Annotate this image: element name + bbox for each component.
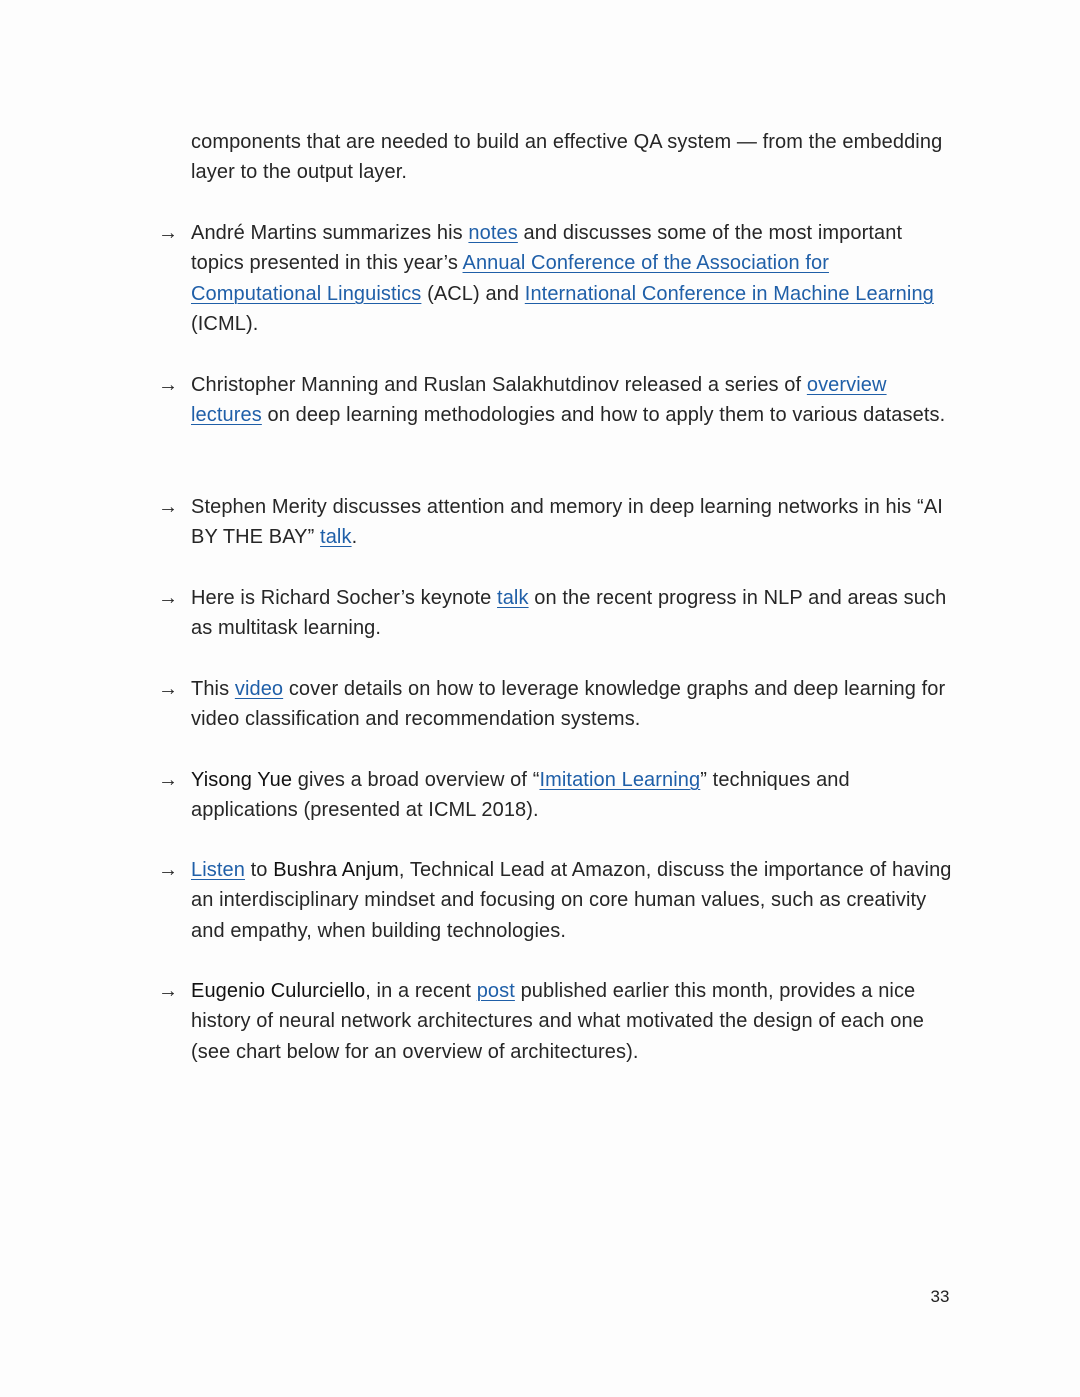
- page-number: 33: [930, 1287, 950, 1306]
- imitation-learning-link[interactable]: Imitation Learning: [539, 769, 701, 791]
- item-text: gives a broad overview of “: [292, 769, 540, 791]
- item-text: cover details on how to leverage knowledge graphs and deep learning for video classification and recommendation systems.: [191, 678, 946, 731]
- list-item: [191, 218, 953, 340]
- list-item: [191, 976, 953, 1067]
- person-name: Yisong Yue: [191, 769, 293, 791]
- intro-text: components that are needed to build an effective QA system — from the embedding layer to the output layer.: [191, 131, 943, 184]
- right-arrow-icon: →: [158, 678, 178, 700]
- icml-conference-link[interactable]: International Conference in Machine Learning: [524, 282, 934, 305]
- item-text: on the recent progress in NLP and areas such as multitask learning.: [191, 587, 947, 640]
- talk-link-socher[interactable]: talk: [497, 587, 529, 609]
- list-item: [191, 370, 953, 431]
- person-name: Bushra Anjum: [273, 859, 399, 881]
- right-arrow-icon: →: [158, 769, 178, 791]
- person-name: Eugenio Culurciello: [191, 980, 366, 1002]
- item-text: Stephen Merity discusses attention and memory in deep learning networks in his “AI BY THE BAY”: [191, 496, 943, 549]
- video-link[interactable]: video: [234, 678, 284, 700]
- item-text: (ACL) and: [421, 282, 525, 305]
- list-item: [191, 674, 953, 735]
- item-text: Here is Richard Socher’s keynote: [191, 587, 498, 609]
- list-item: [191, 583, 953, 644]
- list-item: [191, 855, 953, 946]
- item-text: published earlier this month, provides a nice history of neural network architectures and what motivated the design of each one (see chart below for an overview of architectures).: [191, 980, 924, 1063]
- right-arrow-icon: →: [158, 374, 178, 396]
- list-item: [191, 492, 953, 553]
- item-text: , in a recent: [365, 980, 477, 1002]
- notes-link[interactable]: notes: [468, 222, 518, 244]
- right-arrow-icon: →: [158, 496, 178, 518]
- acl-conference-link[interactable]: Annual Conference of the Association for Computational Linguistics: [191, 252, 829, 305]
- item-text: .: [351, 526, 358, 549]
- intro-paragraph: [191, 127, 953, 188]
- right-arrow-icon: →: [158, 859, 178, 881]
- item-text: Christopher Manning and Ruslan Salakhutdinov released a series of: [191, 374, 807, 396]
- right-arrow-icon: →: [158, 222, 178, 244]
- listen-link[interactable]: Listen: [191, 859, 245, 881]
- right-arrow-icon: →: [158, 980, 178, 1002]
- item-text: and discusses some of the most important topics presented in this year’s: [191, 222, 903, 275]
- list-item: [191, 765, 953, 826]
- item-text: , Technical Lead at Amazon, discuss the importance of having an interdisciplinary mindset and focusing on core human values, such as creativity and empathy, when building technologies.: [191, 859, 952, 942]
- post-link[interactable]: post: [476, 980, 515, 1002]
- right-arrow-icon: →: [158, 587, 178, 609]
- item-text: (ICML).: [191, 313, 259, 336]
- item-text: This: [191, 678, 235, 700]
- overview-lectures-link[interactable]: overview lectures: [191, 374, 887, 427]
- item-text: on deep learning methodologies and how to apply them to various datasets.: [261, 404, 946, 427]
- item-text: ” techniques and applications (presented at ICML 2018).: [191, 769, 850, 822]
- item-text: André Martins summarizes his: [191, 222, 469, 244]
- item-text: to: [244, 859, 274, 881]
- talk-link-merity[interactable]: talk: [320, 526, 352, 549]
